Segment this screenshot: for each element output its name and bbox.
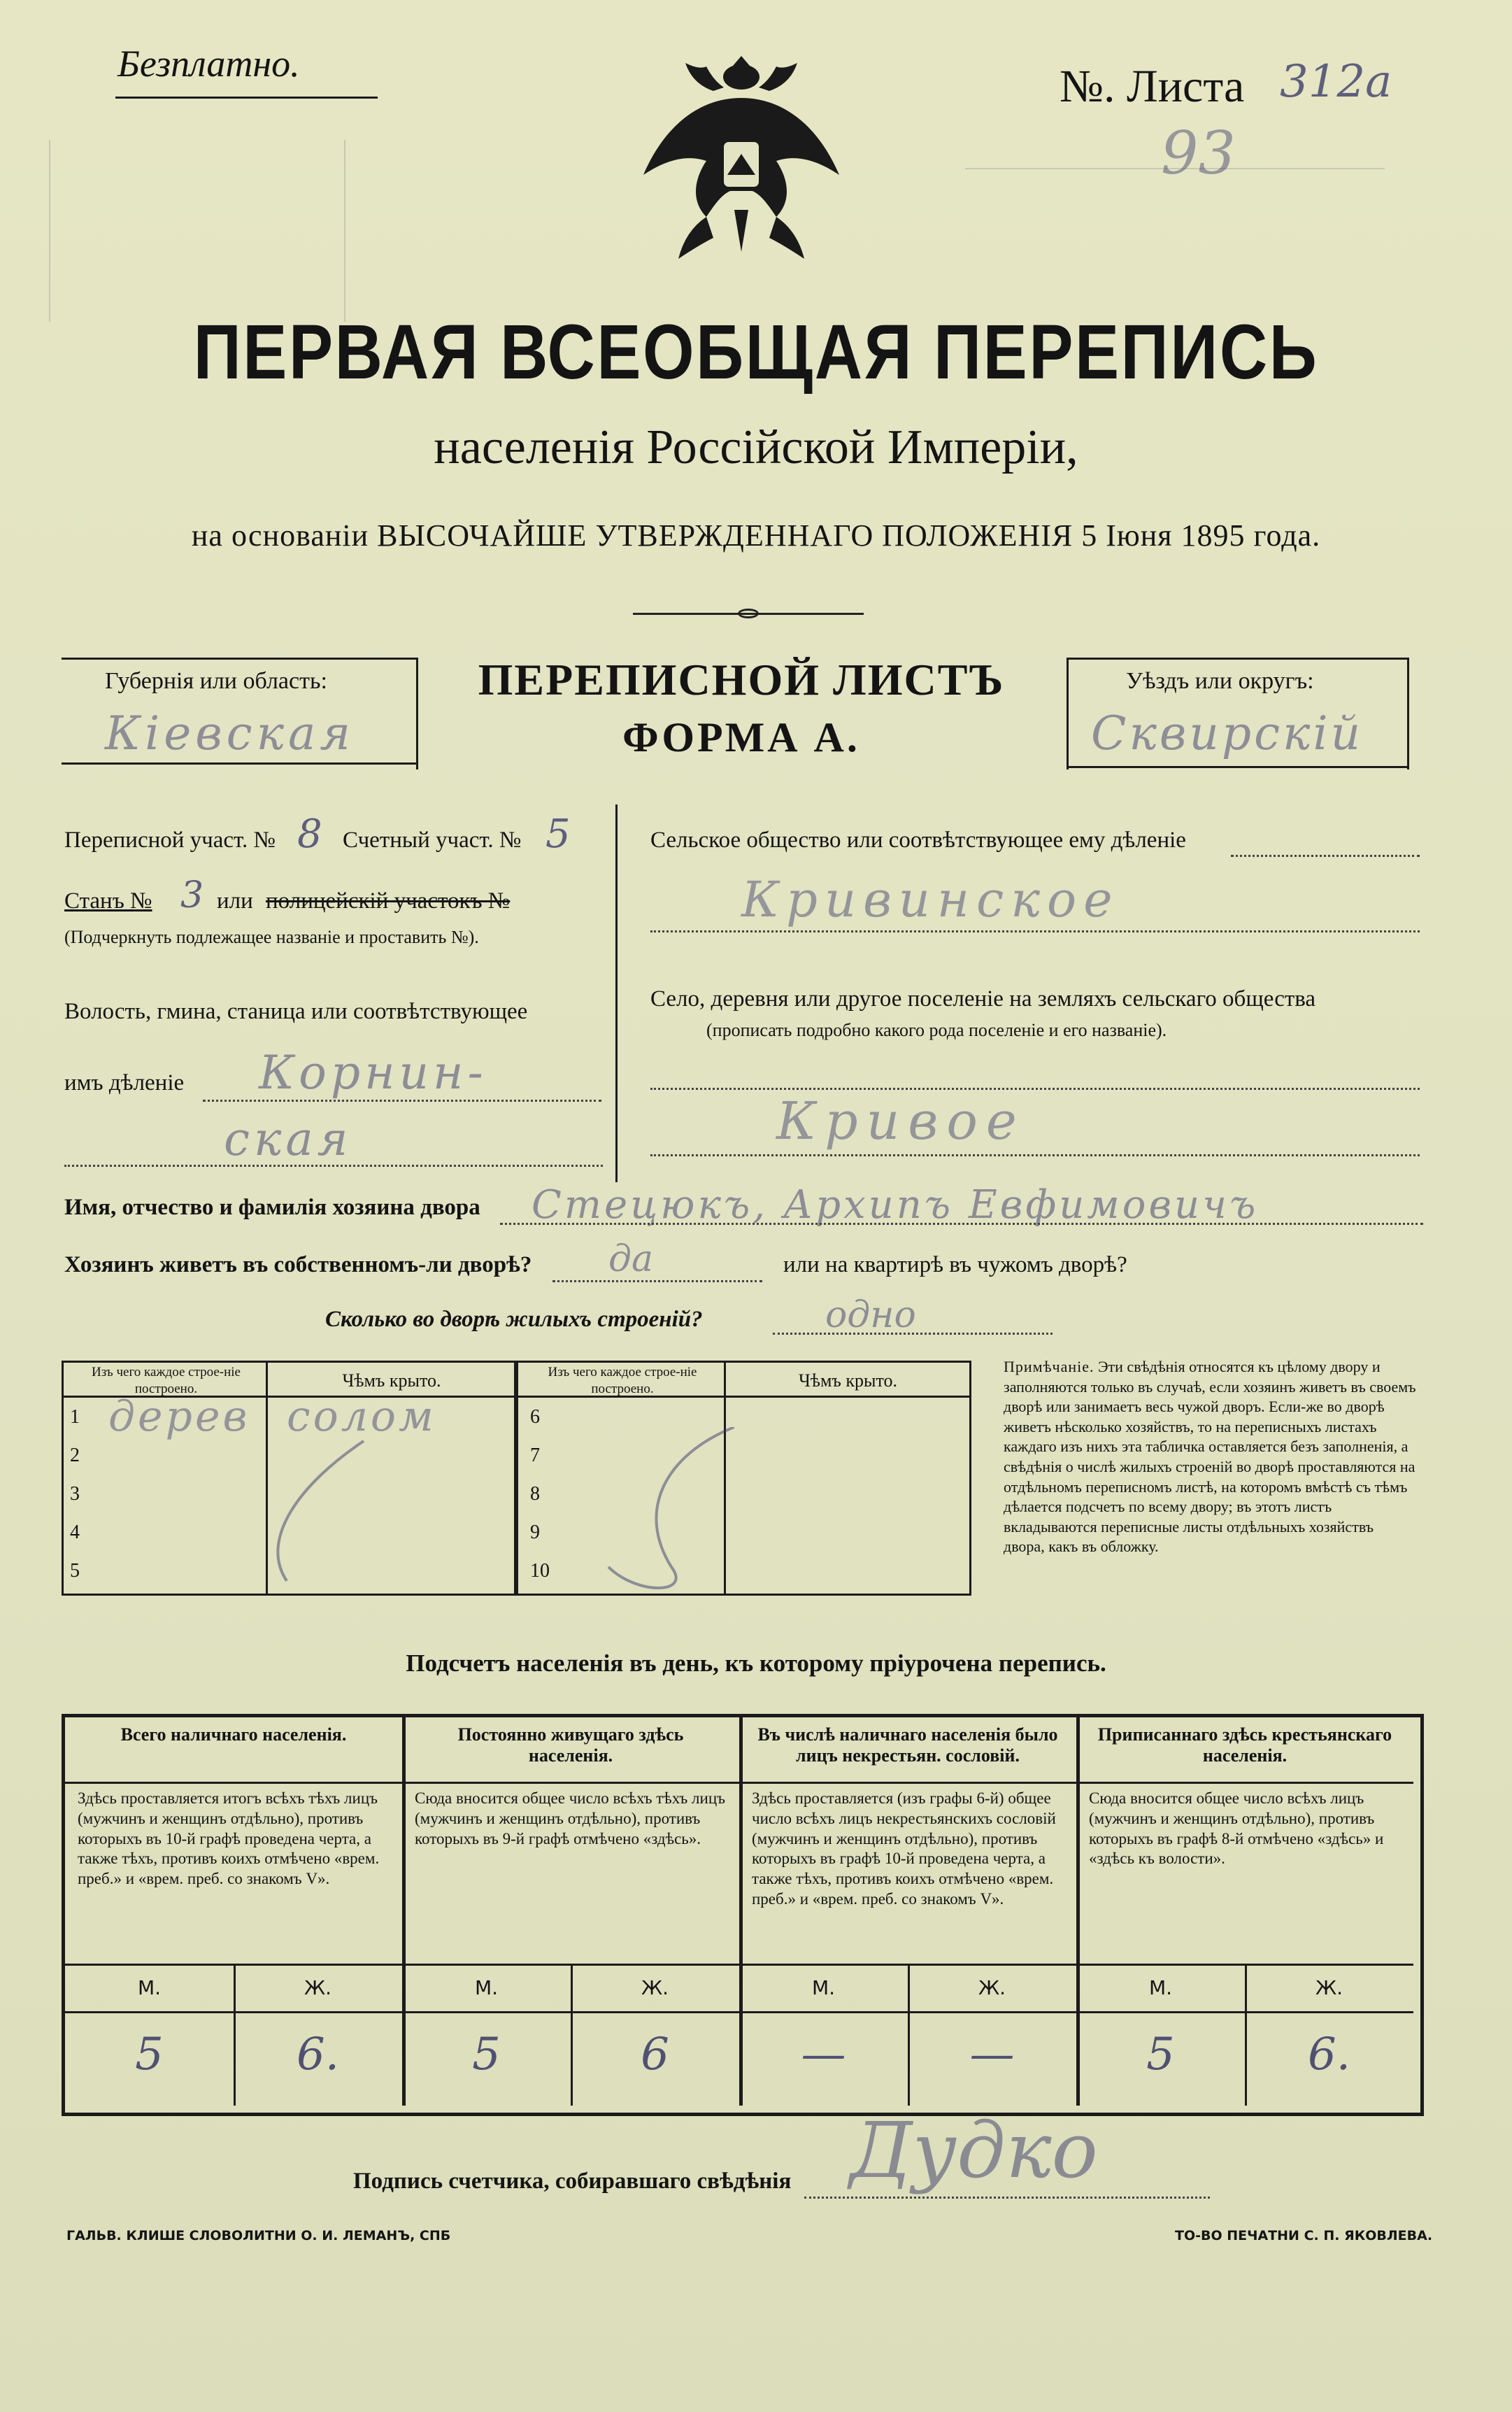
buildings-note-title: Примѣчаніе. bbox=[1004, 1358, 1094, 1375]
form-subtitle: ФОРМА А. bbox=[622, 714, 860, 760]
female-label: Ж. bbox=[641, 1976, 669, 1999]
schet-uch-label: Счетный участ. № bbox=[343, 828, 522, 853]
selo-note: (прописать подробно какого рода поселеніе и его названіе). bbox=[706, 1020, 1167, 1040]
building-row-number: 9 bbox=[530, 1521, 540, 1543]
obshchestvo-dots bbox=[1231, 855, 1420, 857]
buildings-value: одно bbox=[825, 1294, 916, 1336]
volost-label: Волость, гмина, станица или соотвѣтствующее bbox=[64, 999, 528, 1024]
building-row-number: 6 bbox=[530, 1406, 540, 1428]
pop-col-desc: Здѣсь проставляется (изъ графы 6-й) общее число всѣхъ лицъ некрестьянскихъ сословій (мужчинъ и женщинъ отдѣльно), противъ которыхъ въ графѣ 10-й проведена черта, а также тѣхъ, противъ коихъ отмѣчено «врем. преб.» и «врем. преб. со знакомъ V». bbox=[752, 1789, 1056, 1908]
empty-rows-strike-mark bbox=[245, 1427, 734, 1595]
pop-col-header: Постоянно живущаго здѣсь населенія. bbox=[457, 1724, 684, 1766]
sheet-number-value: 312а bbox=[1280, 56, 1392, 108]
guberniya-top-rule bbox=[62, 658, 418, 660]
stan-value: 3 bbox=[180, 874, 204, 916]
signature-label: Подпись счетчика, собиравшаго свѣдѣнія bbox=[353, 2169, 792, 2194]
owner-name-value: Стецюкъ, Архипъ Евфимовичъ bbox=[532, 1182, 1259, 1228]
subtitle: населенія Россійской Имперіи, bbox=[434, 420, 1078, 474]
buildings-col1-header-left: Изъ чего каждое строе-ніе построено. bbox=[92, 1365, 241, 1396]
imperial-eagle-emblem-icon bbox=[629, 49, 853, 280]
guberniya-right-rule bbox=[416, 658, 418, 769]
stan-label: Станъ № bbox=[64, 888, 152, 914]
guberniya-label: Губернія или область: bbox=[105, 668, 327, 694]
counter-signature: Дудко bbox=[850, 2106, 1098, 2195]
female-label: Ж. bbox=[1315, 1976, 1343, 1999]
population-title: Подсчетъ населенія въ день, къ которому пріурочена перепись. bbox=[406, 1650, 1106, 1677]
volost-value-1: Корнин- bbox=[259, 1046, 487, 1100]
buildings-col2-header-left: Чѣмъ крыто. bbox=[342, 1370, 441, 1391]
uezd-label: Уѣздъ или округъ: bbox=[1126, 668, 1314, 694]
police-label: полицейскій участокъ № bbox=[266, 888, 511, 914]
obshchestvo-value: Кривинское bbox=[741, 871, 1120, 928]
male-count: 5 bbox=[135, 2029, 164, 2080]
pop-col-header: Въ числѣ наличнаго населенія было лицъ некрестьян. сословій. bbox=[757, 1724, 1058, 1766]
apartment-label: или на квартирѣ въ чужомъ дворѣ? bbox=[783, 1252, 1127, 1277]
guberniya-bottom-rule bbox=[62, 762, 418, 765]
obshchestvo-dots-2 bbox=[650, 930, 1420, 932]
free-label: Безплатно. bbox=[117, 43, 300, 85]
buildings-col1-header-right: Изъ чего каждое строе-ніе построено. bbox=[548, 1365, 697, 1396]
stan-note: (Подчеркнуть подлежащее названіе и проставить №). bbox=[64, 927, 479, 947]
male-label: М. bbox=[1148, 1976, 1173, 1999]
pop-col-header: Приписаннаго здѣсь крестьянскаго населенія. bbox=[1097, 1724, 1392, 1766]
buildings-note-text: Эти свѣдѣнія относятся къ цѣлому двору и заполняются только въ случаѣ, если хозяинъ живетъ въ своемъ дворѣ или занимаетъ весь чужой дворъ. Если-же во дворѣ живетъ нѣсколько хозяйствъ, то на переписныхъ листахъ каждаго изъ нихъ эта табличка оставляется безъ заполненія, а свѣдѣнія о числѣ жилыхъ строеній во дворѣ проставляются на отдѣльномъ переписномъ листѣ, на которомъ вмѣстѣ съ тѣмъ дѣлается подсчетъ по всему двору; въ этотъ листъ вкладываются переписные листы отдѣльныхъ хозяйствъ двора, какъ въ обложку. bbox=[1004, 1358, 1416, 1556]
male-label: М. bbox=[137, 1976, 162, 1999]
uezd-left-rule bbox=[1067, 658, 1069, 769]
owner-name-label: Имя, отчество и фамилія хозяина двора bbox=[64, 1195, 480, 1220]
main-title: ПЕРВАЯ ВСЕОБЩАЯ ПЕРЕПИСЬ bbox=[193, 309, 1319, 395]
pop-col-desc: Сюда вносится общее число всѣхъ лицъ (мужчинъ и женщинъ отдѣльно), противъ которыхъ въ графѣ 8-й отмѣчено «здѣсь» и «здѣсь къ волости». bbox=[1089, 1789, 1384, 1868]
row1-roof: солом bbox=[287, 1392, 436, 1441]
buildings-col2-header-right: Чѣмъ крыто. bbox=[798, 1370, 898, 1391]
male-label: М. bbox=[811, 1976, 836, 1999]
schet-uch-value: 5 bbox=[545, 811, 571, 857]
building-row-number: 7 bbox=[530, 1445, 540, 1466]
male-count: 5 bbox=[472, 2029, 501, 2080]
uezd-value: Сквирскій bbox=[1091, 707, 1364, 760]
selo-value: Кривое bbox=[776, 1091, 1025, 1151]
selo-dots-1 bbox=[650, 1088, 1420, 1090]
volost-value-2: ская bbox=[224, 1112, 352, 1166]
uezd-right-rule bbox=[1407, 658, 1409, 769]
fields-divider bbox=[615, 804, 618, 1182]
female-count: — bbox=[969, 2029, 1015, 2080]
pop-col-desc: Здѣсь проставляется итогъ всѣхъ тѣхъ лицъ (мужчинъ и женщинъ отдѣльно), противъ которыхъ въ 10-й графѣ проведена черта, а также тѣхъ, противъ коихъ отмѣчено «врем. преб.» и «врем. преб. со знакомъ V». bbox=[78, 1789, 380, 1887]
male-count: — bbox=[801, 2029, 846, 2080]
buildings-dots bbox=[773, 1333, 1053, 1335]
volost-label-2: имъ дѣленіе bbox=[64, 1070, 185, 1095]
male-count: 5 bbox=[1146, 2029, 1175, 2080]
own-yard-label: Хозяинъ живетъ въ собственномъ-ли дворѣ? bbox=[64, 1252, 532, 1277]
footer-right: ТО-ВО ПЕЧАТНИ С. П. ЯКОВЛЕВА. bbox=[1175, 2228, 1433, 2243]
male-label: М. bbox=[474, 1976, 499, 1999]
corner-mark: 93 bbox=[1161, 119, 1236, 187]
building-row-number: 2 bbox=[70, 1445, 80, 1466]
pop-col-desc: Сюда вносится общее число всѣхъ тѣхъ лицъ (мужчинъ и женщинъ отдѣльно), противъ которыхъ въ 9-й графѣ отмѣчено «здѣсь». bbox=[415, 1789, 726, 1847]
footer-left: ГАЛЬВ. КЛИШЕ СЛОВОЛИТНИ О. И. ЛЕМАНЪ, СПБ bbox=[66, 2228, 451, 2243]
female-count: 6. bbox=[1307, 2029, 1351, 2080]
building-row-number: 8 bbox=[530, 1483, 540, 1505]
perepis-uch-label: Переписной участ. № bbox=[64, 828, 276, 853]
female-count: 6 bbox=[641, 2029, 669, 2080]
free-underline bbox=[115, 97, 378, 99]
buildings-note bbox=[1004, 1357, 1416, 1557]
female-label: Ж. bbox=[978, 1976, 1006, 1999]
female-label: Ж. bbox=[304, 1976, 332, 1999]
perepis-uch-value: 8 bbox=[297, 811, 322, 857]
building-row-number: 4 bbox=[70, 1521, 80, 1543]
signature-dots bbox=[804, 2197, 1210, 2199]
form-title: ПЕРЕПИСНОЙ ЛИСТЪ bbox=[478, 655, 1005, 704]
uezd-bottom-rule bbox=[1067, 766, 1409, 768]
basis-line: на основаніи ВЫСОЧАЙШЕ УТВЕРЖДЕННАГО ПОЛОЖЕНІЯ 5 Іюня 1895 года. bbox=[191, 518, 1321, 553]
volost-dots-1 bbox=[203, 1100, 601, 1102]
own-yard-dots bbox=[552, 1280, 762, 1282]
guberniya-value: Кіевская bbox=[105, 707, 355, 760]
uezd-top-rule bbox=[1067, 658, 1409, 660]
divider-ornament bbox=[633, 609, 864, 618]
building-row-number: 1 bbox=[70, 1406, 80, 1428]
owner-name-dots bbox=[500, 1223, 1423, 1225]
row1-material: дерев bbox=[108, 1392, 250, 1441]
stan-or: или bbox=[217, 888, 253, 914]
volost-dots-2 bbox=[64, 1165, 603, 1167]
sheet-number-label: №. Листа bbox=[1060, 61, 1245, 112]
building-row-number: 3 bbox=[70, 1483, 80, 1505]
selo-dots-2 bbox=[650, 1154, 1420, 1156]
female-count: 6. bbox=[296, 2029, 340, 2080]
bleed-through-columns bbox=[49, 140, 345, 322]
buildings-label: Сколько во дворѣ жилыхъ строеній? bbox=[325, 1307, 703, 1332]
selo-label: Село, деревня или другое поселеніе на земляхъ сельскаго общества bbox=[650, 986, 1316, 1012]
own-yard-value: да bbox=[608, 1238, 653, 1280]
building-row-number: 10 bbox=[530, 1560, 550, 1582]
obshchestvo-label: Сельское общество или соотвѣтствующее ему дѣленіе bbox=[650, 828, 1186, 853]
building-row-number: 5 bbox=[70, 1560, 80, 1582]
pop-col-header: Всего наличнаго населенія. bbox=[120, 1724, 347, 1745]
